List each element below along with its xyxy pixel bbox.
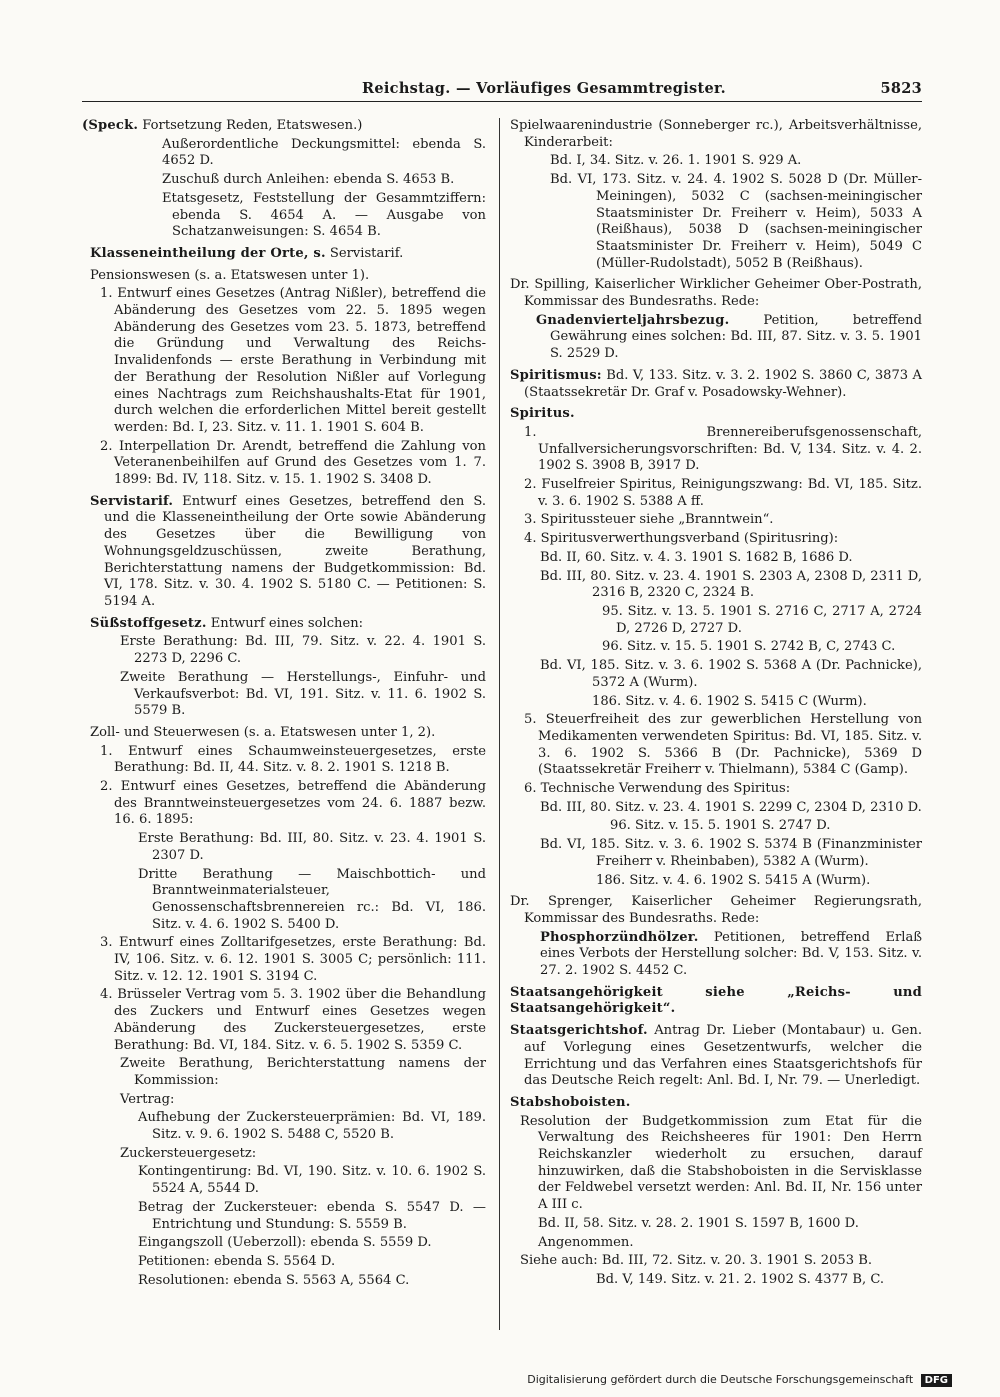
entry-text: 96. Sitz. v. 15. 5. 1901 S. 2747 D.: [610, 818, 831, 834]
index-entry: [510, 1235, 922, 1252]
entry-text: Aufhebung der Zuckersteuerprämien: Bd. VI, 189. Sitz. v. 9. 6. 1902 S. 5488 C, 5520 B.: [138, 1110, 486, 1143]
dfg-logo: DFG: [921, 1374, 952, 1387]
left-column: [82, 118, 486, 1291]
entry-text: Bd. II, 58. Sitz. v. 28. 2. 1901 S. 1597 B, 1600 D.: [538, 1215, 859, 1231]
index-entry: [510, 837, 922, 870]
entry-text: Kontingentirung: Bd. VI, 190. Sitz. v. 10. 6. 1902 S. 5524 A, 5544 D.: [138, 1164, 486, 1197]
index-entry: [510, 639, 922, 656]
index-entry: [510, 604, 922, 637]
entry-text: (Speck. Fortsetzung Reden, Etatswesen.): [82, 118, 363, 133]
index-entry: [82, 1110, 486, 1143]
index-entry: [82, 246, 486, 263]
index-entry: [510, 1253, 922, 1270]
entry-text: Bd. III, 80. Sitz. v. 23. 4. 1901 S. 2303 A, 2308 D, 2311 D, 2316 B, 2320 C, 2324 B.: [540, 568, 922, 601]
entry-text: Phosphorzündhölzer. Petitionen, betreffend Erlaß eines Verbots der Herstellung solcher: Bd. V, 153. Sitz. v. 27. 2. 1902 S. 4452 C.: [540, 929, 922, 979]
entry-text: Resolution der Budgetkommission zum Etat für die Verwaltung des Reichsheeres für 1901: Den Herrn Reichskanzler wiederholt zu ersuchen, darauf hinzuwirken, daß die Stabshoboisten in die Servisklasse der Feldwebel versetzt werden: Anl. Bd. II, Nr. 156 unter A III c.: [520, 1113, 922, 1213]
index-entry: [510, 531, 922, 548]
entry-text: 95. Sitz. v. 13. 5. 1901 S. 2716 C, 2717 A, 2724 D, 2726 D, 2727 D.: [602, 603, 922, 636]
index-entry: [82, 867, 486, 934]
entry-text: Pensionswesen (s. a. Etatswesen unter 1).: [90, 267, 370, 283]
index-entry: [510, 985, 922, 1018]
index-entry: [510, 477, 922, 510]
entry-keyword: Spiritismus:: [510, 367, 602, 383]
entry-text: 3. Entwurf eines Zolltarifgesetzes, erste Berathung: Bd. IV, 106. Sitz. v. 6. 12. 1901 S. 3005 C; persönlich: 111. Sitz. v. 12. 12. 1901 S. 3194 C.: [100, 935, 486, 984]
entry-text: Spiritismus: Bd. V, 133. Sitz. v. 3. 2. 1902 S. 3860 C, 3873 A (Staatssekretär Dr. Graf v. Posadowsky-Wehner).: [510, 367, 922, 400]
entry-text: Angenommen.: [538, 1234, 634, 1250]
entry-keyword: Gnadenvierteljahrsbezug.: [536, 312, 730, 328]
entry-text: 1. Brennereiberufsgenossenschaft, Unfallversicherungsvorschriften: Bd. V, 134. Sitz. v. 4. 2. 1902 S. 3908 B, 3917 D.: [524, 424, 922, 474]
entry-keyword: Süßstoffgesetz.: [90, 615, 207, 631]
entry-text: 186. Sitz. v. 4. 6. 1902 S. 5415 C (Wurm).: [592, 693, 867, 709]
entry-text: Bd. VI, 185. Sitz. v. 3. 6. 1902 S. 5374 B (Finanzminister Freiherr v. Rheinbaben), 5382 A (Wurm).: [540, 837, 922, 869]
entry-text: Zuckersteuergesetz:: [120, 1145, 257, 1161]
index-entry: [510, 658, 922, 691]
index-entry: [82, 1254, 486, 1271]
entry-text: [510, 1095, 630, 1110]
entry-keyword: Staatsgerichtshof.: [510, 1023, 648, 1039]
entry-text: Bd. VI, 185. Sitz. v. 3. 6. 1902 S. 5368 A (Dr. Pachnicke), 5372 A (Wurm).: [540, 658, 922, 690]
entry-text: Zuschuß durch Anleihen: ebenda S. 4653 B.: [162, 172, 455, 188]
entry-text: Bd. II, 60. Sitz. v. 4. 3. 1901 S. 1682 B, 1686 D.: [540, 549, 853, 565]
entry-text: 186. Sitz. v. 4. 6. 1902 S. 5415 A (Wurm).: [596, 872, 871, 888]
entry-text: [510, 406, 575, 421]
entry-keyword: Spiritus.: [510, 406, 575, 422]
index-entry: [510, 930, 922, 980]
entry-text: Zoll- und Steuerwesen (s. a. Etatswesen unter 1, 2).: [90, 724, 436, 740]
entry-keyword: (Speck.: [82, 118, 139, 133]
entry-text: 96. Sitz. v. 15. 5. 1901 S. 2742 B, C, 2743 C.: [602, 639, 896, 655]
entry-text: Eingangszoll (Ueberzoll): ebenda S. 5559 D.: [138, 1235, 432, 1251]
index-entry: [510, 1272, 922, 1289]
index-entry: [510, 894, 922, 927]
index-entry: [82, 670, 486, 720]
index-entry: [82, 1092, 486, 1109]
entry-text: Bd. V, 149. Sitz. v. 21. 2. 1902 S. 4377 B, C.: [596, 1272, 885, 1287]
entry-text: Staatsgerichtshof. Antrag Dr. Lieber (Montabaur) u. Gen. auf Vorlegung eines Gesetzentwurfs, welcher die Errichtung und das Verfahren eines Staatsgerichtshofs für das Deutsche Reich regelt: Anl. Bd. I, Nr. 79. — Unerledigt.: [510, 1023, 922, 1089]
index-entry: [82, 725, 486, 742]
entry-text: Gnadenvierteljahrsbezug. Petition, betreffend Gewährung eines solchen: Bd. III, 87. Sitz. v. 3. 5. 1901 S. 2529 D.: [536, 312, 922, 362]
index-entry: [82, 286, 486, 436]
index-entry: [82, 118, 486, 135]
index-entry: [510, 1095, 922, 1112]
entry-text: Süßstoffgesetz. Entwurf eines solchen:: [90, 615, 364, 631]
entry-text: 1. Entwurf eines Schaumweinsteuergesetzes, erste Berathung: Bd. II, 44. Sitz. v. 8. 2. 1901 S. 1218 B.: [100, 743, 486, 776]
index-entry: [510, 694, 922, 711]
entry-text: 2. Interpellation Dr. Arendt, betreffend die Zahlung von Veteranenbeihilfen auf Grund des Gesetzes vom 1. 7. 1899: Bd. IV, 118. Sitz. v. 15. 1. 1902 S. 3408 D.: [100, 438, 486, 488]
column-divider: [499, 118, 500, 1330]
funding-note: Digitalisierung gefördert durch die Deutsche Forschungsgemeinschaft: [527, 1373, 914, 1386]
index-entry: [82, 1200, 486, 1233]
index-entry: [510, 800, 922, 817]
index-entry: [82, 1164, 486, 1197]
index-entry: [510, 425, 922, 475]
entry-text: Außerordentliche Deckungsmittel: ebenda S. 4652 D.: [162, 136, 486, 169]
index-entry: [510, 1114, 922, 1214]
entry-text: Bd. III, 80. Sitz. v. 23. 4. 1901 S. 2299 C, 2304 D, 2310 D.: [540, 799, 922, 815]
entry-text: Erste Berathung: Bd. III, 80. Sitz. v. 23. 4. 1901 S. 2307 D.: [138, 831, 486, 863]
index-entry: [510, 550, 922, 567]
index-entry: [510, 712, 922, 779]
index-entry: [510, 368, 922, 401]
index-entry: [82, 1273, 486, 1290]
entry-text: Dritte Berathung — Maischbottich- und Branntweinmaterialsteuer, Genossenschaftsbrennereien rc.: Bd. VI, 186. Sitz. v. 4. 6. 1902 S. 5400 D.: [138, 866, 486, 932]
index-entry: [82, 1146, 486, 1163]
entry-keyword: Servistarif.: [90, 493, 174, 509]
index-entry: [510, 512, 922, 529]
page-header: [82, 80, 922, 100]
index-entry: [82, 987, 486, 1054]
index-entry: [510, 569, 922, 602]
entry-text: Vertrag:: [120, 1091, 175, 1107]
header-rule: [82, 101, 922, 102]
index-entry: [82, 137, 486, 170]
index-entry: [510, 818, 922, 835]
index-entry: [510, 118, 922, 151]
footer: [527, 1373, 952, 1387]
entry-text: 2. Entwurf eines Gesetzes, betreffend die Abänderung des Branntweinsteuergesetzes vom 24. 6. 1887 bezw. 16. 6. 1895:: [100, 779, 486, 828]
index-entry: [510, 1216, 922, 1233]
index-entry: [82, 172, 486, 189]
index-entry: [510, 153, 922, 170]
entry-text: [510, 985, 922, 1017]
page-number: 5823: [880, 80, 922, 97]
index-entry: [82, 1235, 486, 1252]
index-entry: [82, 831, 486, 864]
index-entry: [510, 1023, 922, 1090]
index-entry: [510, 313, 922, 363]
index-entry: [82, 744, 486, 777]
index-entry: [82, 1056, 486, 1089]
entry-text: Spielwaarenindustrie (Sonneberger rc.), Arbeitsverhältnisse, Kinderarbeit:: [510, 118, 922, 150]
entry-keyword: Staatsangehörigkeit siehe „Reichs- und Staatsangehörigkeit“.: [510, 984, 922, 1017]
index-entry: [82, 634, 486, 667]
running-title: Reichstag. — Vorläufiges Gesammtregister.: [362, 80, 726, 97]
index-entry: [510, 873, 922, 890]
entry-text: Resolutionen: ebenda S. 5563 A, 5564 C.: [138, 1272, 410, 1288]
entry-text: Siehe auch: Bd. III, 72. Sitz. v. 20. 3. 1901 S. 2053 B.: [520, 1253, 873, 1269]
entry-keyword: Klasseneintheilung der Orte, s.: [90, 245, 326, 261]
index-entry: [82, 616, 486, 633]
entry-text: Etatsgesetz, Feststellung der Gesammtziffern: ebenda S. 4654 A. — Ausgabe von Schatzanweisungen: S. 4654 B.: [162, 190, 486, 240]
index-entry: [82, 779, 486, 829]
entry-text: Servistarif. Entwurf eines Gesetzes, betreffend den S. und die Klasseneintheilung der Orte sowie Abänderung des Gesetzes über die Bewilligung von Wohnungsgeldzuschüssen, zweite Berathung, Berichterstattung namens der Budgetkommission: Bd. VI, 178. Sitz. v. 30. 4. 1902 S. 5180 C. — Petitionen: S. 5194 A.: [90, 493, 486, 609]
entry-text: Klasseneintheilung der Orte, s. Servistarif.: [90, 245, 404, 261]
entry-text: 1. Entwurf eines Gesetzes (Antrag Nißler), betreffend die Abänderung des Gesetzes vom 22. 5. 1895 wegen Abänderung des Gesetzes vom 23. 5. 1873, betreffend die Gründung und Verwaltung des Reichs-Invalidenfonds — erste Berathung in Verbindung mit der Berathung der Resolution Nißler auf Vorlegung eines Nachtrags zum Reichshaushalts-Etat für 1901, durch welchen die erforderlichen Mittel bereit gestellt werden: Bd. I, 23. Sitz. v. 11. 1. 1901 S. 604 B.: [100, 286, 486, 435]
entry-text: Betrag der Zuckersteuer: ebenda S. 5547 D. — Entrichtung und Stundung: S. 5559 B.: [138, 1199, 486, 1232]
index-entry: [82, 439, 486, 489]
entry-text: Dr. Spilling, Kaiserlicher Wirklicher Geheimer Ober-Postrath, Kommissar des Bundesraths. Rede:: [510, 277, 922, 310]
index-entry: [82, 494, 486, 611]
index-entry: [510, 277, 922, 310]
entry-text: Erste Berathung: Bd. III, 79. Sitz. v. 22. 4. 1901 S. 2273 D, 2296 C.: [120, 634, 486, 667]
entry-text: Zweite Berathung, Berichterstattung namens der Kommission:: [120, 1056, 486, 1088]
index-entry: [82, 268, 486, 285]
entry-text: Zweite Berathung — Herstellungs-, Einfuhr- und Verkaufsverbot: Bd. VI, 191. Sitz. v. 11. 6. 1902 S. 5579 B.: [120, 669, 486, 719]
index-entry: [82, 191, 486, 241]
index-entry: [510, 172, 922, 272]
entry-keyword: Stabshoboisten.: [510, 1094, 631, 1110]
index-entry: [510, 406, 922, 423]
entry-text: 5. Steuerfreiheit des zur gewerblichen Herstellung von Medikamenten verwendeten Spiritus: Bd. VI, 185. Sitz. v. 3. 6. 1902 S. 5366 B (Dr. Pachnicke), 5369 D (Staatssekretär Freiherr v. Thielmann), 5384 C (Gamp).: [524, 712, 922, 778]
index-entry: [82, 935, 486, 985]
entry-text: Dr. Sprenger, Kaiserlicher Geheimer Regierungsrath, Kommissar des Bundesraths. Rede:: [510, 894, 922, 926]
entry-text: Bd. VI, 173. Sitz. v. 24. 4. 1902 S. 5028 D (Dr. Müller-Meiningen), 5032 C (sachsen-meiningischer Staatsminister Dr. Freiherr v. Heim), 5033 A (Reißhaus), 5038 D (sachsen-meiningischer Staatsminister Dr. Freiherr v. Heim), 5049 C (Müller-Rudolstadt), 5052 B (Reißhaus).: [550, 172, 922, 271]
entry-text: Bd. I, 34. Sitz. v. 26. 1. 1901 S. 929 A.: [550, 153, 802, 169]
entry-keyword: Phosphorzündhölzer.: [540, 929, 699, 945]
right-column: [510, 118, 922, 1291]
entry-text: 2. Fuselfreier Spiritus, Reinigungszwang: Bd. VI, 185. Sitz. v. 3. 6. 1902 S. 5388 A ff.: [524, 477, 922, 509]
entry-text: 3. Spiritussteuer siehe „Branntwein“.: [524, 512, 774, 528]
entry-text: 4. Brüsseler Vertrag vom 5. 3. 1902 über die Behandlung des Zuckers und Entwurf eines Gesetzes wegen Abänderung des Zuckersteuergesetzes, erste Berathung: Bd. VI, 184. Sitz. v. 6. 5. 1902 S. 5359 C.: [100, 987, 486, 1053]
index-entry: [510, 781, 922, 798]
entry-text: 6. Technische Verwendung des Spiritus:: [524, 781, 791, 797]
entry-text: Petitionen: ebenda S. 5564 D.: [138, 1254, 336, 1269]
entry-text: 4. Spiritusverwerthungsverband (Spiritusring):: [524, 531, 839, 547]
